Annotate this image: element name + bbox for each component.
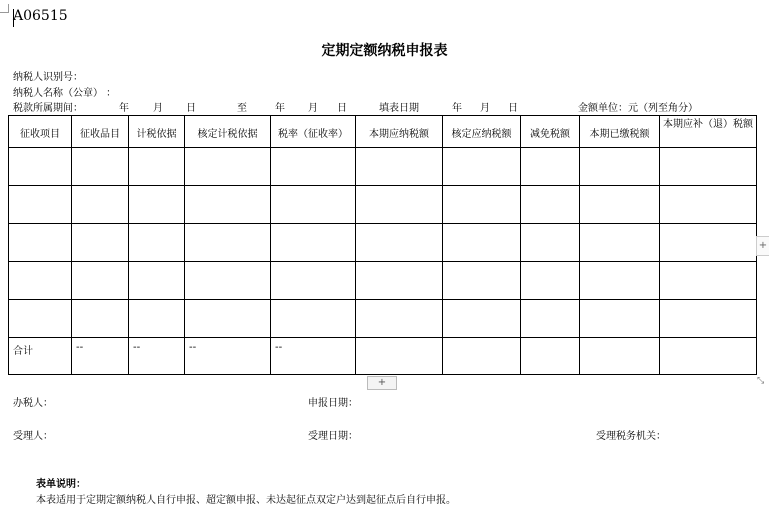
table-cell[interactable] — [185, 148, 271, 186]
total-cell: -- — [129, 338, 185, 375]
table-cell[interactable] — [356, 186, 443, 224]
table-cell[interactable] — [356, 338, 443, 375]
table-cell[interactable] — [356, 148, 443, 186]
total-cell: -- — [72, 338, 129, 375]
table-cell[interactable] — [580, 300, 660, 338]
fill-date-label: 填表日期 — [379, 103, 419, 114]
amount-unit-label: 金额单位：元（列至角分） — [578, 103, 698, 114]
table-cell[interactable] — [521, 186, 580, 224]
table-row — [9, 262, 757, 300]
receiver-label: 受理人： — [13, 431, 53, 442]
total-cell: -- — [271, 338, 356, 375]
table-cell[interactable] — [521, 338, 580, 375]
period-end-month: 月 — [308, 103, 318, 114]
table-cell[interactable] — [521, 300, 580, 338]
table-cell[interactable] — [185, 300, 271, 338]
table-cell[interactable] — [443, 186, 521, 224]
fill-date-month: 月 — [480, 103, 490, 114]
table-cell[interactable] — [660, 338, 757, 375]
period-start-month: 月 — [153, 103, 163, 114]
period-to: 至 — [237, 103, 247, 114]
col-header: 计税依据 — [129, 116, 185, 148]
period-start-day: 日 — [186, 103, 196, 114]
taxpayer-id-label: 纳税人识别号： — [13, 72, 83, 83]
table-cell[interactable] — [185, 186, 271, 224]
table-cell[interactable] — [72, 224, 129, 262]
table-cell[interactable] — [129, 186, 185, 224]
col-header: 核定计税依据 — [185, 116, 271, 148]
table-cell[interactable] — [580, 262, 660, 300]
add-row-button[interactable]: + — [367, 376, 397, 390]
table-cell[interactable] — [521, 148, 580, 186]
table-cell[interactable] — [72, 186, 129, 224]
period-end-year: 年 — [275, 103, 285, 114]
table-cell[interactable] — [660, 300, 757, 338]
table-cell[interactable] — [521, 262, 580, 300]
table-cell[interactable] — [443, 262, 521, 300]
table-cell[interactable] — [271, 148, 356, 186]
table-cell[interactable] — [72, 262, 129, 300]
declare-date-label: 申报日期： — [308, 398, 358, 409]
table-cell[interactable] — [72, 300, 129, 338]
tax-declaration-table — [8, 115, 757, 375]
table-cell[interactable] — [580, 186, 660, 224]
table-cell[interactable] — [580, 224, 660, 262]
table-cell[interactable] — [9, 148, 72, 186]
table-cell[interactable] — [580, 338, 660, 375]
table-cell[interactable] — [9, 224, 72, 262]
table-row — [9, 186, 757, 224]
table-cell[interactable] — [443, 300, 521, 338]
page-corner-mark — [0, 4, 9, 13]
table-cell[interactable] — [129, 262, 185, 300]
col-header: 本期已缴税额 — [580, 116, 660, 148]
fill-date-day: 日 — [508, 103, 518, 114]
table-cell[interactable] — [72, 148, 129, 186]
total-label: 合计 — [9, 338, 72, 375]
form-code: A06515 — [13, 8, 68, 24]
table-cell[interactable] — [443, 224, 521, 262]
col-header: 减免税额 — [521, 116, 580, 148]
table-cell[interactable] — [129, 300, 185, 338]
note-text: 本表适用于定期定额纳税人自行申报、超定额申报、未达起征点双定户达到起征点后自行申报。 — [36, 495, 456, 506]
table-row — [9, 148, 757, 186]
table-cell[interactable] — [271, 186, 356, 224]
total-cell: -- — [185, 338, 271, 375]
period-end-day: 日 — [337, 103, 347, 114]
table-cell[interactable] — [129, 224, 185, 262]
table-cell[interactable] — [660, 224, 757, 262]
table-cell[interactable] — [356, 300, 443, 338]
period-start-year: 年 — [119, 103, 129, 114]
table-cell[interactable] — [443, 148, 521, 186]
taxpayer-name-label: 纳税人名称（公章） ： — [13, 88, 117, 99]
col-header: 税率（征收率） — [271, 116, 356, 148]
table-cell[interactable] — [660, 262, 757, 300]
resize-handle-icon[interactable]: ⤡ — [757, 376, 765, 386]
form-title: 定期定额纳税申报表 — [321, 43, 448, 59]
table-cell[interactable] — [271, 262, 356, 300]
table-cell[interactable] — [9, 262, 72, 300]
table-cell[interactable] — [660, 186, 757, 224]
table-cell[interactable] — [9, 186, 72, 224]
table-cell[interactable] — [660, 148, 757, 186]
table-cell[interactable] — [185, 262, 271, 300]
table-cell[interactable] — [356, 224, 443, 262]
tax-period-label: 税款所属期间： — [13, 103, 83, 114]
accept-date-label: 受理日期： — [308, 431, 358, 442]
table-row — [9, 300, 757, 338]
table-cell[interactable] — [443, 338, 521, 375]
col-header: 本期应补（退）税额 — [660, 116, 757, 148]
col-header: 核定应纳税额 — [443, 116, 521, 148]
table-cell[interactable] — [521, 224, 580, 262]
table-cell[interactable] — [356, 262, 443, 300]
fill-date-year: 年 — [452, 103, 462, 114]
handler-label: 办税人： — [13, 398, 53, 409]
table-row — [9, 224, 757, 262]
col-header: 征收项目 — [9, 116, 72, 148]
table-cell[interactable] — [271, 300, 356, 338]
table-header-row — [9, 116, 757, 148]
total-row — [9, 338, 757, 375]
table-cell[interactable] — [185, 224, 271, 262]
table-cell[interactable] — [580, 148, 660, 186]
col-header: 征收品目 — [72, 116, 129, 148]
table-cell[interactable] — [9, 300, 72, 338]
tax-office-label: 受理税务机关： — [596, 431, 666, 442]
col-header: 本期应纳税额 — [356, 116, 443, 148]
table-cell[interactable] — [271, 224, 356, 262]
add-column-button[interactable]: + — [756, 236, 769, 256]
note-title: 表单说明： — [36, 479, 86, 490]
table-cell[interactable] — [129, 148, 185, 186]
